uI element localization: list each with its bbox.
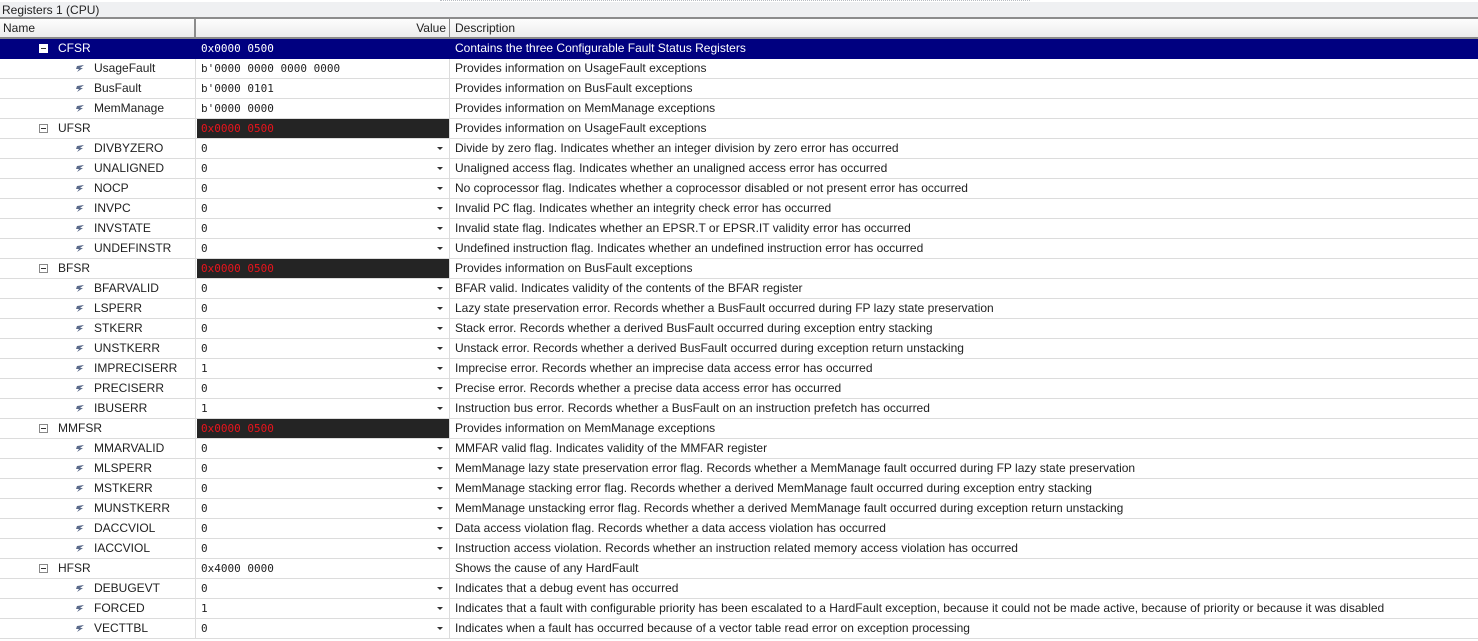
register-value: 0 <box>201 542 208 555</box>
panel-title: Registers 1 (CPU) <box>2 3 100 17</box>
register-name: DIVBYZERO <box>94 141 164 155</box>
name-cell <box>0 359 196 378</box>
bitfield-icon <box>74 602 86 614</box>
register-description: BFAR valid. Indicates validity of the contents of the BFAR register <box>455 281 803 295</box>
register-value: 0 <box>201 222 208 235</box>
register-description: MemManage lazy state preservation error flag. Records whether a MemManage fault occurred during FP lazy state preservation <box>455 461 1136 475</box>
bitfield-icon <box>74 142 86 154</box>
register-name: LSPERR <box>94 301 143 315</box>
value-select[interactable] <box>197 319 450 338</box>
field-row[interactable] <box>0 139 1478 159</box>
field-row[interactable] <box>0 339 1478 359</box>
name-cell <box>0 199 196 218</box>
register-value: b'0000 0000 <box>201 102 274 115</box>
value-select[interactable] <box>197 619 450 638</box>
dropdown-arrow-icon[interactable] <box>437 307 443 310</box>
name-cell <box>0 119 196 138</box>
register-description: Undefined instruction flag. Indicates whether an undefined instruction error has occurred <box>455 241 924 255</box>
register-description: Imprecise error. Records whether an imprecise data access error has occurred <box>455 361 873 375</box>
field-row[interactable] <box>0 439 1478 459</box>
register-description: No coprocessor flag. Indicates whether a coprocessor disabled or not present error has occurred <box>455 181 968 195</box>
field-row[interactable] <box>0 499 1478 519</box>
dropdown-arrow-icon[interactable] <box>437 407 443 410</box>
dropdown-arrow-icon[interactable] <box>437 167 443 170</box>
register-row[interactable] <box>0 39 1478 59</box>
register-description: Stack error. Records whether a derived BusFault occurred during exception entry stacking <box>455 321 933 335</box>
name-cell <box>0 339 196 358</box>
register-value: 0 <box>201 442 208 455</box>
bitfield-icon <box>74 502 86 514</box>
register-name: UNSTKERR <box>94 341 161 355</box>
register-row[interactable] <box>0 119 1478 139</box>
dropdown-arrow-icon[interactable] <box>437 447 443 450</box>
register-description: Provides information on BusFault exceptions <box>455 261 693 275</box>
dropdown-arrow-icon[interactable] <box>437 147 443 150</box>
value-select[interactable] <box>197 279 450 298</box>
value-select[interactable] <box>197 479 450 498</box>
dropdown-arrow-icon[interactable] <box>437 587 443 590</box>
panel-titlebar <box>0 2 1478 19</box>
dropdown-arrow-icon[interactable] <box>437 227 443 230</box>
bitfield-icon <box>74 542 86 554</box>
value-select[interactable] <box>197 539 450 558</box>
register-name: CFSR <box>58 41 91 55</box>
collapse-icon[interactable] <box>39 44 48 53</box>
bitfield-icon <box>74 462 86 474</box>
register-description: MemManage unstacking error flag. Records whether a derived MemManage fault occurred during exception return unstacking <box>455 501 1124 515</box>
bitfield-icon <box>74 102 86 114</box>
register-description: Contains the three Configurable Fault Status Registers <box>455 41 746 55</box>
dropdown-arrow-icon[interactable] <box>437 507 443 510</box>
name-cell <box>0 79 196 98</box>
bitfield-icon <box>74 202 86 214</box>
bitfield-icon <box>74 182 86 194</box>
field-row[interactable] <box>0 519 1478 539</box>
register-value: 0 <box>201 202 208 215</box>
register-name: HFSR <box>58 561 91 575</box>
register-value: 0x0000 0500 <box>201 262 274 275</box>
name-cell <box>0 99 196 118</box>
register-name: DACCVIOL <box>94 521 156 535</box>
name-cell <box>0 439 196 458</box>
value-select[interactable] <box>197 359 450 378</box>
register-description: Instruction access violation. Records whether an instruction related memory access violation has occurred <box>455 541 1018 555</box>
field-row[interactable] <box>0 99 1478 119</box>
register-value: 0 <box>201 242 208 255</box>
register-value: 0 <box>201 482 208 495</box>
field-row[interactable] <box>0 179 1478 199</box>
bitfield-icon <box>74 402 86 414</box>
dropdown-arrow-icon[interactable] <box>437 347 443 350</box>
register-name: UsageFault <box>94 61 156 75</box>
register-description: MemManage stacking error flag. Records whether a derived MemManage fault occurred during exception entry stacking <box>455 481 1092 495</box>
register-name: IACCVIOL <box>94 541 151 555</box>
value-select[interactable] <box>197 379 450 398</box>
field-row[interactable] <box>0 319 1478 339</box>
register-name: MemManage <box>94 101 165 115</box>
register-value: 0 <box>201 142 208 155</box>
register-description: Indicates that a debug event has occurred <box>455 581 679 595</box>
register-name: UFSR <box>58 121 91 135</box>
bitfield-icon <box>74 322 86 334</box>
name-cell <box>0 519 196 538</box>
bitfield-icon <box>74 622 86 634</box>
name-cell <box>0 619 196 638</box>
dropdown-arrow-icon[interactable] <box>437 547 443 550</box>
register-row[interactable] <box>0 419 1478 439</box>
register-name: BFARVALID <box>94 281 159 295</box>
register-description: Indicates when a fault has occurred because of a vector table read error on exception processing <box>455 621 970 635</box>
dropdown-arrow-icon[interactable] <box>437 607 443 610</box>
register-row[interactable] <box>0 559 1478 579</box>
register-name: MMFSR <box>58 421 102 435</box>
name-cell <box>0 599 196 618</box>
register-value: 0 <box>201 582 208 595</box>
bitfield-icon <box>74 162 86 174</box>
register-description: Provides information on MemManage exceptions <box>455 101 716 115</box>
register-value: 0 <box>201 382 208 395</box>
value-select[interactable] <box>197 239 450 258</box>
register-name: MUNSTKERR <box>94 501 171 515</box>
bitfield-icon <box>74 582 86 594</box>
register-value: 0 <box>201 342 208 355</box>
register-name: UNDEFINSTR <box>94 241 172 255</box>
bitfield-icon <box>74 442 86 454</box>
table-header <box>0 19 1478 39</box>
register-value: 0 <box>201 522 208 535</box>
register-name: STKERR <box>94 321 143 335</box>
bitfield-icon <box>74 522 86 534</box>
name-cell <box>0 139 196 158</box>
name-cell <box>0 419 196 438</box>
bitfield-icon <box>74 382 86 394</box>
register-name: MMARVALID <box>94 441 165 455</box>
register-value: 0x4000 0000 <box>201 562 274 575</box>
register-value: 0 <box>201 622 208 635</box>
register-description: Provides information on UsageFault exceptions <box>455 61 707 75</box>
bitfield-icon <box>74 282 86 294</box>
bitfield-icon <box>74 242 86 254</box>
register-value: 1 <box>201 602 208 615</box>
field-row[interactable] <box>0 219 1478 239</box>
register-tree <box>0 39 1478 639</box>
name-cell <box>0 59 196 78</box>
value-field[interactable] <box>197 59 450 78</box>
name-cell <box>0 319 196 338</box>
value-select[interactable] <box>197 339 450 358</box>
register-description: Provides information on MemManage exceptions <box>455 421 716 435</box>
dropdown-arrow-icon[interactable] <box>437 247 443 250</box>
value-field[interactable] <box>197 99 450 118</box>
name-cell <box>0 159 196 178</box>
bitfield-icon <box>74 362 86 374</box>
field-row[interactable] <box>0 399 1478 419</box>
collapse-icon[interactable] <box>39 424 48 433</box>
value-select[interactable] <box>197 199 450 218</box>
value-select[interactable] <box>197 579 450 598</box>
register-name: MLSPERR <box>94 461 153 475</box>
collapse-icon[interactable] <box>39 124 48 133</box>
field-row[interactable] <box>0 59 1478 79</box>
register-name: INVPC <box>94 201 131 215</box>
field-row[interactable] <box>0 359 1478 379</box>
register-description: Unaligned access flag. Indicates whether an unaligned access error has occurred <box>455 161 888 175</box>
register-value: b'0000 0000 0000 0000 <box>201 62 341 75</box>
register-name: PRECISERR <box>94 381 165 395</box>
name-cell <box>0 399 196 418</box>
field-row[interactable] <box>0 279 1478 299</box>
name-cell <box>0 239 196 258</box>
register-value: 1 <box>201 402 208 415</box>
name-cell <box>0 579 196 598</box>
field-row[interactable] <box>0 159 1478 179</box>
bitfield-icon <box>74 222 86 234</box>
dropdown-arrow-icon[interactable] <box>437 627 443 630</box>
register-name: MSTKERR <box>94 481 153 495</box>
field-row[interactable] <box>0 459 1478 479</box>
name-cell <box>0 179 196 198</box>
register-description: Unstack error. Records whether a derived BusFault occurred during exception return unstacking <box>455 341 964 355</box>
name-cell <box>0 379 196 398</box>
value-select[interactable] <box>197 299 450 318</box>
register-description: Invalid state flag. Indicates whether an EPSR.T or EPSR.IT validity error has occurred <box>455 221 911 235</box>
field-row[interactable] <box>0 619 1478 639</box>
dropdown-arrow-icon[interactable] <box>437 467 443 470</box>
field-row[interactable] <box>0 239 1478 259</box>
dropdown-arrow-icon[interactable] <box>437 387 443 390</box>
name-cell <box>0 459 196 478</box>
name-cell <box>0 539 196 558</box>
field-row[interactable] <box>0 599 1478 619</box>
register-name: IBUSERR <box>94 401 148 415</box>
bitfield-icon <box>74 342 86 354</box>
register-description: Invalid PC flag. Indicates whether an integrity check error has occurred <box>455 201 832 215</box>
name-cell <box>0 299 196 318</box>
register-row[interactable] <box>0 259 1478 279</box>
register-description: Divide by zero flag. Indicates whether an integer division by zero error has occurred <box>455 141 899 155</box>
value-field[interactable] <box>197 259 450 278</box>
field-row[interactable] <box>0 579 1478 599</box>
value-select[interactable] <box>197 599 450 618</box>
register-value: 0 <box>201 282 208 295</box>
dropdown-arrow-icon[interactable] <box>437 187 443 190</box>
register-description: Data access violation flag. Records whether a data access violation has occurred <box>455 521 886 535</box>
bitfield-icon <box>74 62 86 74</box>
register-description: Instruction bus error. Records whether a BusFault on an instruction prefetch has occurred <box>455 401 930 415</box>
register-description: Precise error. Records whether a precise data access error has occurred <box>455 381 842 395</box>
register-name: FORCED <box>94 601 145 615</box>
column-header-value[interactable]: Value <box>198 19 450 37</box>
register-description: Provides information on UsageFault exceptions <box>455 121 707 135</box>
value-field[interactable] <box>197 559 450 578</box>
field-row[interactable] <box>0 199 1478 219</box>
register-description: Lazy state preservation error. Records whether a BusFault occurred during FP lazy state preservation <box>455 301 994 315</box>
register-name: IMPRECISERR <box>94 361 178 375</box>
value-select[interactable] <box>197 399 450 418</box>
register-name: BusFault <box>94 81 142 95</box>
register-value: b'0000 0101 <box>201 82 274 95</box>
value-select[interactable] <box>197 159 450 178</box>
register-name: BFSR <box>58 261 91 275</box>
name-cell <box>0 479 196 498</box>
name-cell <box>0 499 196 518</box>
value-select[interactable] <box>197 439 450 458</box>
register-description: Provides information on BusFault exceptions <box>455 81 693 95</box>
dropdown-arrow-icon[interactable] <box>437 487 443 490</box>
value-select[interactable] <box>197 519 450 538</box>
register-value: 1 <box>201 362 208 375</box>
field-row[interactable] <box>0 299 1478 319</box>
register-value: 0 <box>201 302 208 315</box>
register-name: DEBUGEVT <box>94 581 161 595</box>
value-select[interactable] <box>197 459 450 478</box>
column-header-name[interactable]: Name <box>0 19 196 37</box>
name-cell <box>0 259 196 278</box>
register-value: 0 <box>201 462 208 475</box>
value-field[interactable] <box>197 419 450 438</box>
bitfield-icon <box>74 482 86 494</box>
field-row[interactable] <box>0 539 1478 559</box>
value-select[interactable] <box>197 179 450 198</box>
register-description: Indicates that a fault with configurable priority has been escalated to a HardFault exception, because it could not be made active, because of priority or because it was disabled <box>455 601 1385 615</box>
dropdown-arrow-icon[interactable] <box>437 327 443 330</box>
value-select[interactable] <box>197 219 450 238</box>
dropdown-arrow-icon[interactable] <box>437 527 443 530</box>
dropdown-arrow-icon[interactable] <box>437 367 443 370</box>
field-row[interactable] <box>0 479 1478 499</box>
register-value: 0x0000 0500 <box>201 42 274 55</box>
register-value: 0x0000 0500 <box>201 122 274 135</box>
register-description: MMFAR valid flag. Indicates validity of the MMFAR register <box>455 441 768 455</box>
register-value: 0 <box>201 182 208 195</box>
register-name: VECTTBL <box>94 621 149 635</box>
name-cell <box>0 39 196 58</box>
value-field[interactable] <box>197 39 450 58</box>
value-field[interactable] <box>197 79 450 98</box>
value-select[interactable] <box>197 139 450 158</box>
collapse-icon[interactable] <box>39 564 48 573</box>
register-value: 0 <box>201 502 208 515</box>
name-cell <box>0 559 196 578</box>
bitfield-icon <box>74 302 86 314</box>
register-name: NOCP <box>94 181 129 195</box>
name-cell <box>0 219 196 238</box>
name-cell <box>0 279 196 298</box>
register-description: Shows the cause of any HardFault <box>455 561 639 575</box>
dropdown-arrow-icon[interactable] <box>437 287 443 290</box>
collapse-icon[interactable] <box>39 264 48 273</box>
value-select[interactable] <box>197 499 450 518</box>
column-header-description[interactable]: Description <box>455 21 516 35</box>
bitfield-icon <box>74 82 86 94</box>
register-name: UNALIGNED <box>94 161 165 175</box>
register-name: INVSTATE <box>94 221 151 235</box>
field-row[interactable] <box>0 79 1478 99</box>
register-value: 0 <box>201 322 208 335</box>
register-value: 0 <box>201 162 208 175</box>
dropdown-arrow-icon[interactable] <box>437 207 443 210</box>
register-value: 0x0000 0500 <box>201 422 274 435</box>
value-field[interactable] <box>197 119 450 138</box>
field-row[interactable] <box>0 379 1478 399</box>
